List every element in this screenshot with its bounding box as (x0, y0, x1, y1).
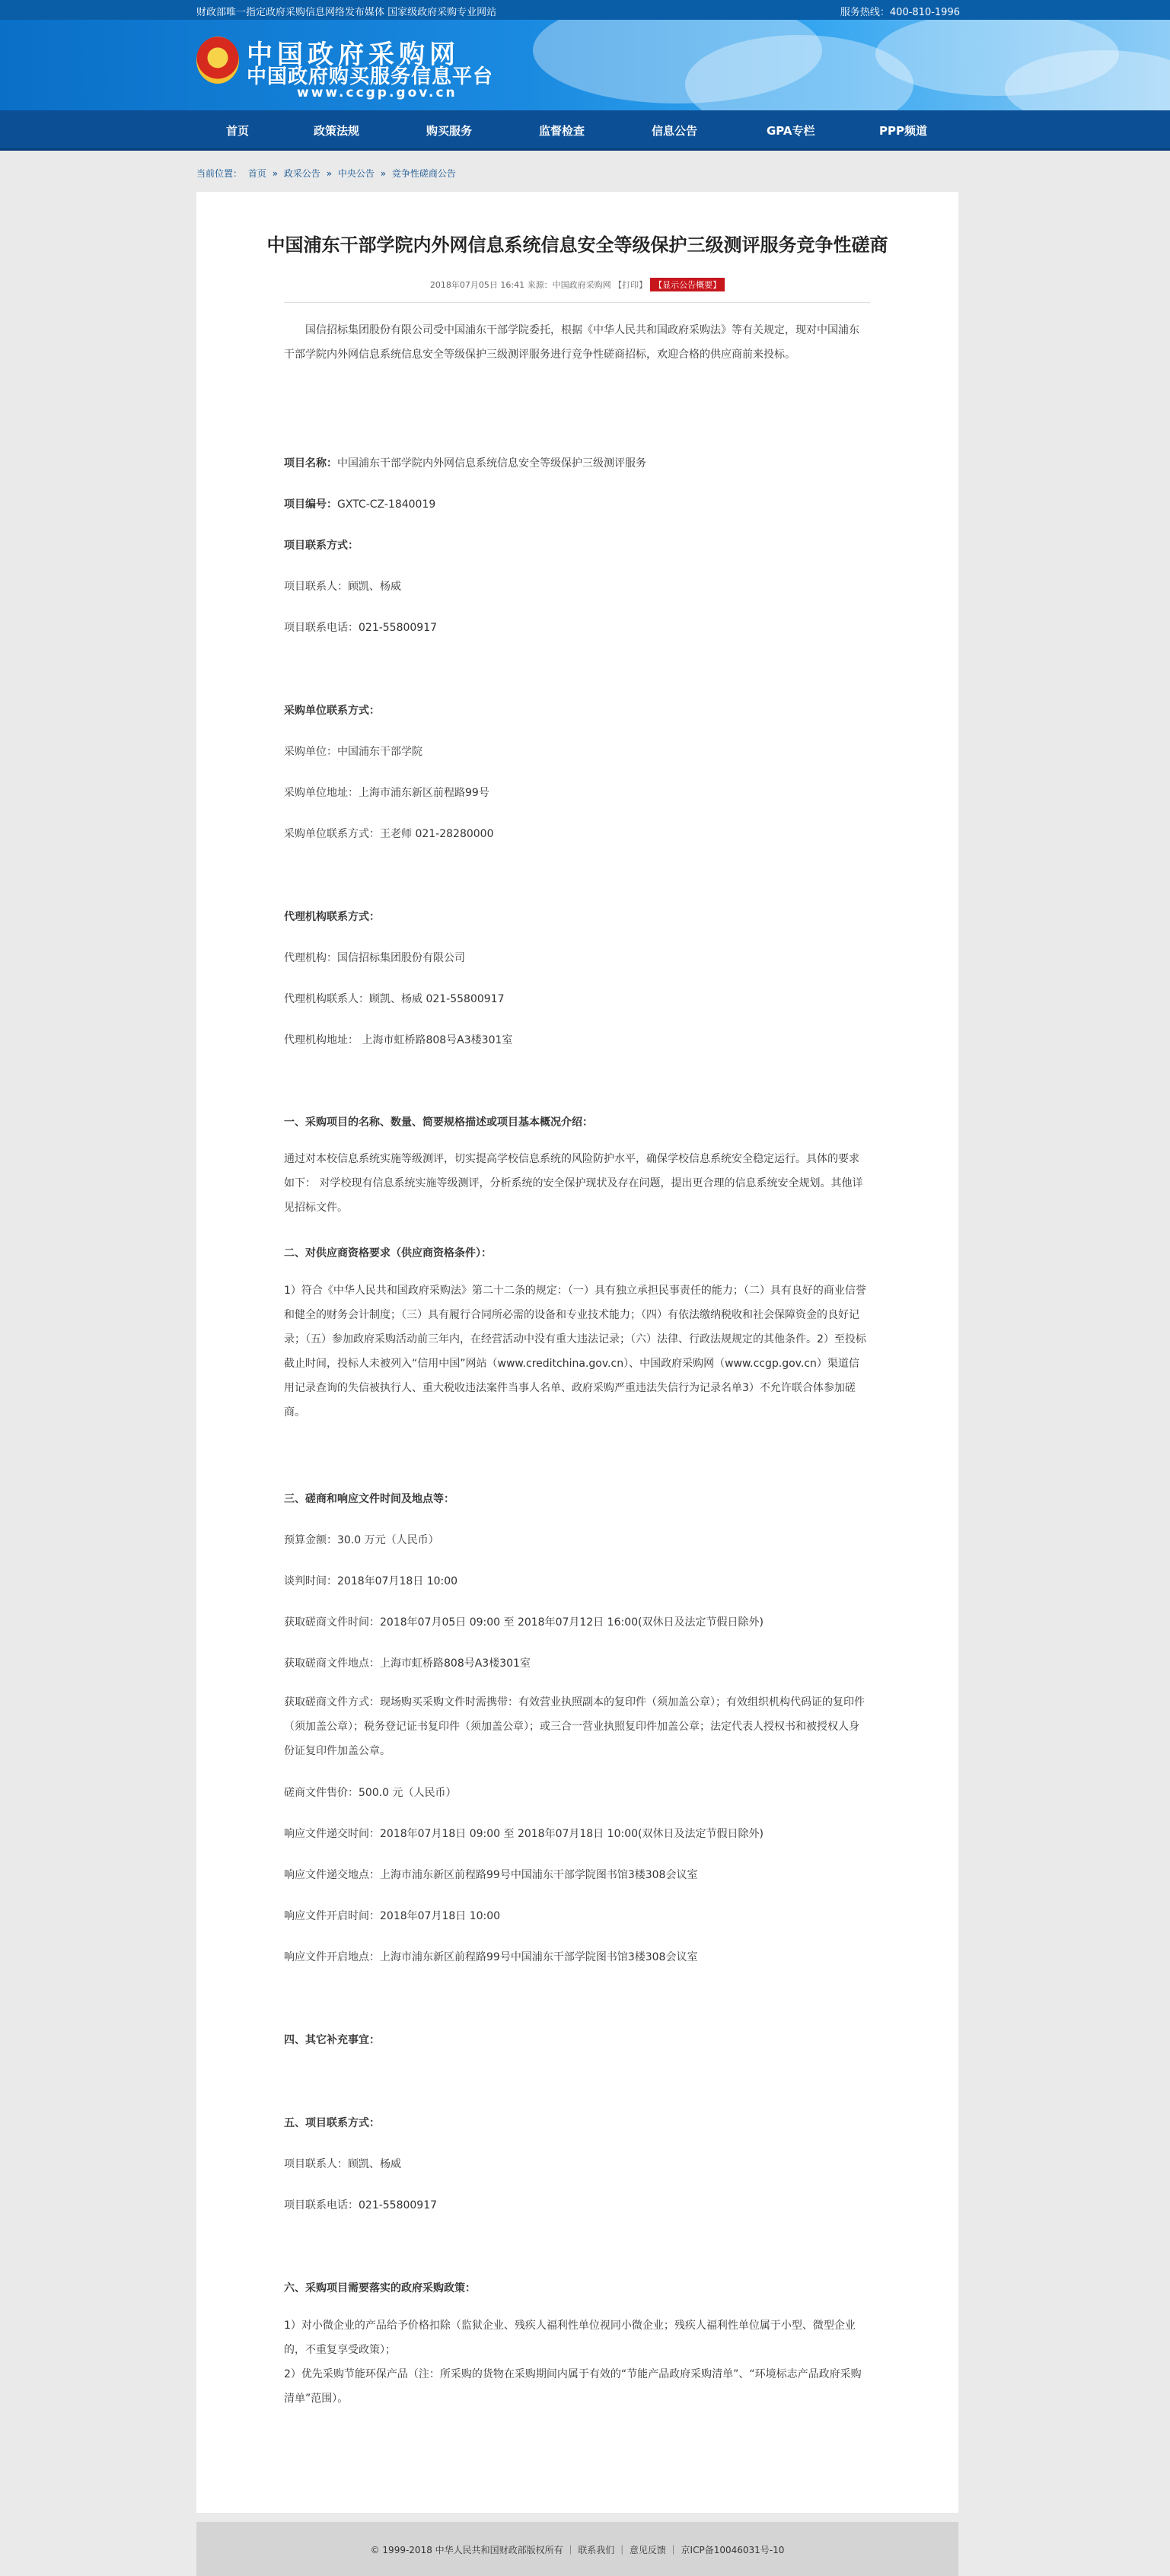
agency-name: 代理机构：国信招标集团股份有限公司 (284, 952, 465, 964)
open-time: 响应文件开启时间：2018年07月18日 10:00 (284, 1910, 501, 1922)
nav-policy[interactable]: 政策法规 (314, 124, 360, 138)
agency-address: 代理机构地址： 上海市虹桥路808号A3楼301室 (284, 1034, 513, 1046)
site-footer (196, 2522, 958, 2576)
negotiation-time: 谈判时间：2018年07月18日 10:00 (284, 1575, 458, 1587)
site-banner (0, 20, 1170, 110)
site-logo-title[interactable]: 中国政府采购网 (247, 40, 460, 70)
article-intro: 国信招标集团股份有限公司受中国浦东干部学院委托，根据《中华人民共和国政府采购法》等有关规定，现对中国浦东干部学院内外网信息系统信息安全等级保护三级测评服务进行竞争性磋商招标，欢迎合格的供应商前来投标。 (284, 324, 859, 361)
national-emblem-icon (196, 37, 239, 84)
doc-obtain-method: 获取磋商文件方式：现场购买采购文件时需携带：有效营业执照副本的复印件（须加盖公章）；有效组织机构代码证的复印件（须加盖公章）；税务登记证书复印件（须加盖公章）；或三合一营业执照复印件加盖公章；法定代表人授权书和被授权人身份证复印件加盖公章。 (284, 1696, 865, 1757)
breadcrumb-central-notice[interactable]: 中央公告 (337, 168, 375, 179)
nav-home[interactable]: 首页 (226, 124, 250, 138)
nav-services[interactable]: 购买服务 (426, 124, 473, 138)
section-1-text: 通过对本校信息系统实施等级测评，切实提高学校信息系统的风险防护水平，确保学校信息系统安全稳定运行。具体的要求如下： 对学校现有信息系统实施等级测评，分析系统的安全保护现状及存在问题，提出更合理的信息系统安全规划。其他详见招标文件。 (284, 1153, 863, 1214)
project-contact-heading: 项目联系方式： (284, 540, 359, 552)
doc-obtain-place: 获取磋商文件地点：上海市虹桥路808号A3楼301室 (284, 1657, 531, 1670)
doc-price: 磋商文件售价：500.0 元（人民币） (284, 1787, 457, 1799)
agency-heading: 代理机构联系方式： (284, 911, 380, 923)
buyer-heading: 采购单位联系方式： (284, 705, 380, 717)
breadcrumb (196, 167, 459, 180)
buyer-name: 采购单位：中国浦东干部学院 (284, 746, 422, 758)
submit-place: 响应文件递交地点：上海市浦东新区前程路99号中国浦东干部学院图书馆3楼308会议室 (284, 1869, 698, 1881)
section-5-phone: 项目联系电话：021-55800917 (284, 2199, 438, 2211)
top-info-bar (0, 0, 1170, 20)
site-domain: www.ccgp.gov.cn (297, 85, 457, 100)
section-5-person: 项目联系人：顾凯、杨威 (284, 2158, 401, 2170)
section-2-title: 二、对供应商资格要求（供应商资格条件）： (284, 1247, 492, 1259)
project-no: GXTC-CZ-1840019 (337, 498, 436, 511)
section-5-title: 五、项目联系方式： (284, 2117, 380, 2129)
breadcrumb-label: 当前位置： (196, 168, 243, 179)
project-contact-phone: 项目联系电话：021-55800917 (284, 622, 438, 634)
site-slogan: 财政部唯一指定政府采购信息网络发布媒体 国家级政府采购专业网站 (196, 7, 497, 18)
doc-obtain-time: 获取磋商文件时间：2018年07月05日 09:00 至 2018年07月12日 16:00(双休日及法定节假日除外) (284, 1616, 764, 1629)
buyer-address: 采购单位地址：上海市浦东新区前程路99号 (284, 787, 489, 799)
submit-time: 响应文件递交时间：2018年07月18日 09:00 至 2018年07月18日 10:00(双休日及法定节假日除外) (284, 1828, 764, 1840)
show-summary-button[interactable]: 【显示公告概要】 (650, 278, 725, 291)
project-name-label: 项目名称： (284, 457, 337, 470)
breadcrumb-sep: » (326, 168, 333, 179)
nav-gpa[interactable]: GPA专栏 (767, 124, 815, 138)
section-1-title: 一、采购项目的名称、数量、简要规格描述或项目基本概况介绍： (284, 1116, 593, 1129)
section-3-title: 三、磋商和响应文件时间及地点等： (284, 1493, 454, 1505)
breadcrumb-gov-notice[interactable]: 政采公告 (283, 168, 320, 179)
budget-amount: 预算金额：30.0 万元（人民币） (284, 1534, 439, 1546)
site-logo-subtitle: 中国政府购买服务信息平台 (247, 65, 494, 88)
breadcrumb-current[interactable]: 竞争性磋商公告 (391, 168, 456, 179)
article-meta-text: 2018年07月05日 16:41 来源：中国政府采购网 【打印】 (429, 280, 648, 290)
title-divider (284, 302, 870, 303)
article-title: 中国浦东干部学院内外网信息系统信息安全等级保护三级测评服务竞争性磋商 (266, 234, 888, 256)
breadcrumb-home[interactable]: 首页 (247, 168, 266, 179)
service-hotline: 服务热线：400-810-1996 (840, 7, 960, 18)
project-name: 中国浦东干部学院内外网信息系统信息安全等级保护三级测评服务 (337, 457, 646, 470)
main-nav (0, 110, 1170, 151)
footer-text: © 1999-2018 中华人民共和国财政部版权所有 ｜ 联系我们 ｜ 意见反馈 ｜ 京ICP备10046031号-10 (370, 2545, 785, 2555)
open-place: 响应文件开启地点：上海市浦东新区前程路99号中国浦东干部学院图书馆3楼308会议室 (284, 1951, 698, 1963)
article-panel (196, 192, 958, 2513)
section-6-policy-2: 2）优先采购节能环保产品（注：所采购的货物在采购期间内属于有效的“节能产品政府采购清单”、“环境标志产品政府采购清单”范围）。 (284, 2368, 862, 2405)
section-4-title: 四、其它补充事宜： (284, 2034, 380, 2046)
nav-announcements[interactable]: 信息公告 (652, 124, 698, 138)
section-6-policy-1: 1）对小微企业的产品给予价格扣除（监狱企业、残疾人福利性单位视同小微企业；残疾人福利性单位属于小型、微型企业的，不重复享受政策）； (284, 2320, 856, 2356)
section-6-title: 六、采购项目需要落实的政府采购政策： (284, 2282, 476, 2294)
project-contact-person: 项目联系人：顾凯、杨威 (284, 581, 401, 593)
project-no-label: 项目编号： (284, 498, 337, 511)
nav-supervision[interactable]: 监督检查 (539, 124, 585, 138)
breadcrumb-sep: » (272, 168, 279, 179)
article-meta (196, 278, 958, 291)
buyer-contact: 采购单位联系方式：王老师 021-28280000 (284, 828, 494, 840)
nav-ppp[interactable]: PPP频道 (879, 124, 927, 138)
section-2-text: 1）符合《中华人民共和国政府采购法》第二十二条的规定：（一）具有独立承担民事责任的能力；（二）具有良好的商业信誉和健全的财务会计制度；（三）具有履行合同所必需的设备和专业技术能力；（四）有依法缴纳税收和社会保障资金的良好记录；（五）参加政府采购活动前三年内，在经营活动中没有重大违法记录；（六）法律、行政法规规定的其他条件。2）至投标截止时间，投标人未被列入“信用中国”网站（www.creditchina.gov.cn）、中国政府采购网（www.ccgp.gov.cn）渠道信用记录查询的失信被执行人、重大税收违法案件当事人名单、政府采购严重违法失信行为记录名单3）不允许联合体参加磋商。 (284, 1285, 866, 1419)
agency-contact: 代理机构联系人：顾凯、杨威 021-55800917 (284, 993, 505, 1005)
breadcrumb-sep: » (380, 168, 387, 179)
